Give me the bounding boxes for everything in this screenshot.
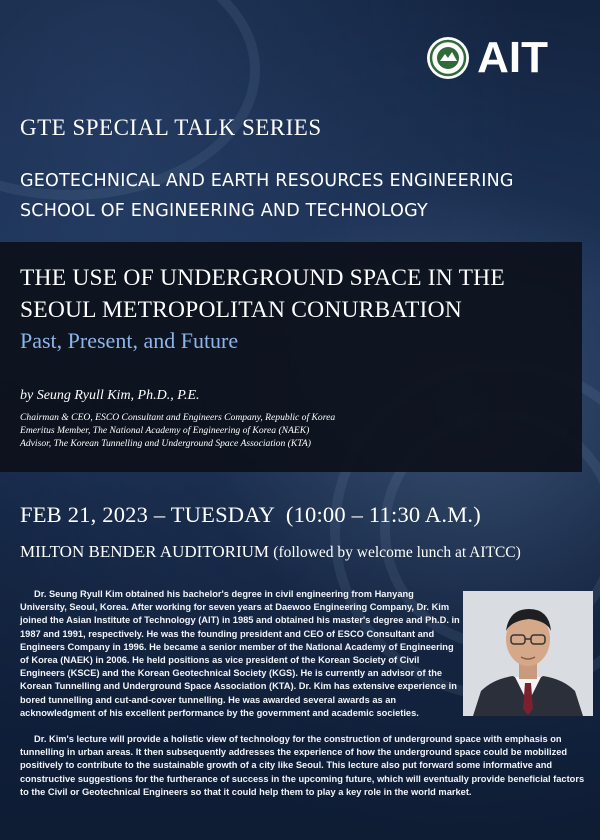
department-heading — [20, 166, 514, 226]
venue-note: (followed by welcome lunch at AITCC) — [273, 544, 521, 561]
speaker-photo — [463, 591, 593, 716]
venue-name: MILTON BENDER AUDITORIUM — [20, 542, 270, 561]
event-venue — [20, 542, 521, 562]
talk-title-line: SEOUL METROPOLITAN CONURBATION — [20, 297, 462, 323]
talk-series-heading: GTE SPECIAL TALK SERIES — [20, 115, 322, 140]
affiliation-line: Chairman & CEO, ESCO Consultant and Engineers Company, Republic of Korea — [20, 412, 336, 423]
speaker-name: by Seung Ryull Kim, Ph.D., P.E. — [20, 388, 200, 403]
affiliation-line: Advisor, The Korean Tunnelling and Underground Space Association (KTA) — [20, 438, 311, 449]
affiliation-line: Emeritus Member, The National Academy of Engineering of Korea (NAEK) — [20, 425, 310, 436]
bio-paragraph: Dr. Seung Ryull Kim obtained his bachelor's degree in civil engineering from Hanyang University, Seoul, Korea. After working for seven years at Daewoo Engineering Company, Dr. Kim joined the Asian Institute of Technology (AIT) in 1985 and obtained his master's degree and Ph.D. in 1987 and 1991, respectively. He was the founding president and CEO of ESCO Consultant and Engineers Company in 1996. He became a senior member of the National Academy of Engineering of Korea (NAEK) in 2006. He held positions as vice president of the Korean Society of Civil Engineers (KSCE) and the Korean Geotechnical Society (KGS). He is currently an advisor of the Korean Tunnelling and Underground Space Association (KTA). Dr. Kim has extensive experience in bored tunnelling and cut-and-cover tunnelling. He was awarded several awards as an acknowledgment of his excellent performance by the government and academic societies. — [20, 589, 460, 718]
speaker-affiliations — [20, 411, 580, 450]
talk-title-line: THE USE OF UNDERGROUND SPACE IN THE — [20, 265, 505, 291]
lecture-description: Dr. Kim's lecture will provide a holistic view of technology for the construction of underground space with emphasis on tunnelling in urban areas. It then subsequently addresses the experience of how the underground space could be mobilized positively to contribute to the sustainable growth of a city like Seoul. This lecture also put forward some informative and constructive suggestions for the furtherance of success in the upcoming future, which will eventually provide beneficial factors to the Civil or Geotechnical Engineers so that it could help them to play a key role in the world market. — [20, 734, 585, 797]
event-date: FEB 21, 2023 – TUESDAY (10:00 – 11:30 A.M.) — [20, 502, 481, 527]
talk-subtitle: Past, Present, and Future — [20, 328, 239, 353]
ait-wordmark: AIT — [477, 33, 548, 82]
department-name: GEOTECHNICAL AND EARTH RESOURCES ENGINEERING — [20, 171, 514, 191]
ait-logo — [427, 33, 548, 82]
talk-title — [20, 262, 580, 326]
speaker-portrait-icon — [463, 591, 593, 716]
ait-seal-icon — [427, 37, 469, 79]
school-name: SCHOOL OF ENGINEERING AND TECHNOLOGY — [20, 201, 428, 221]
